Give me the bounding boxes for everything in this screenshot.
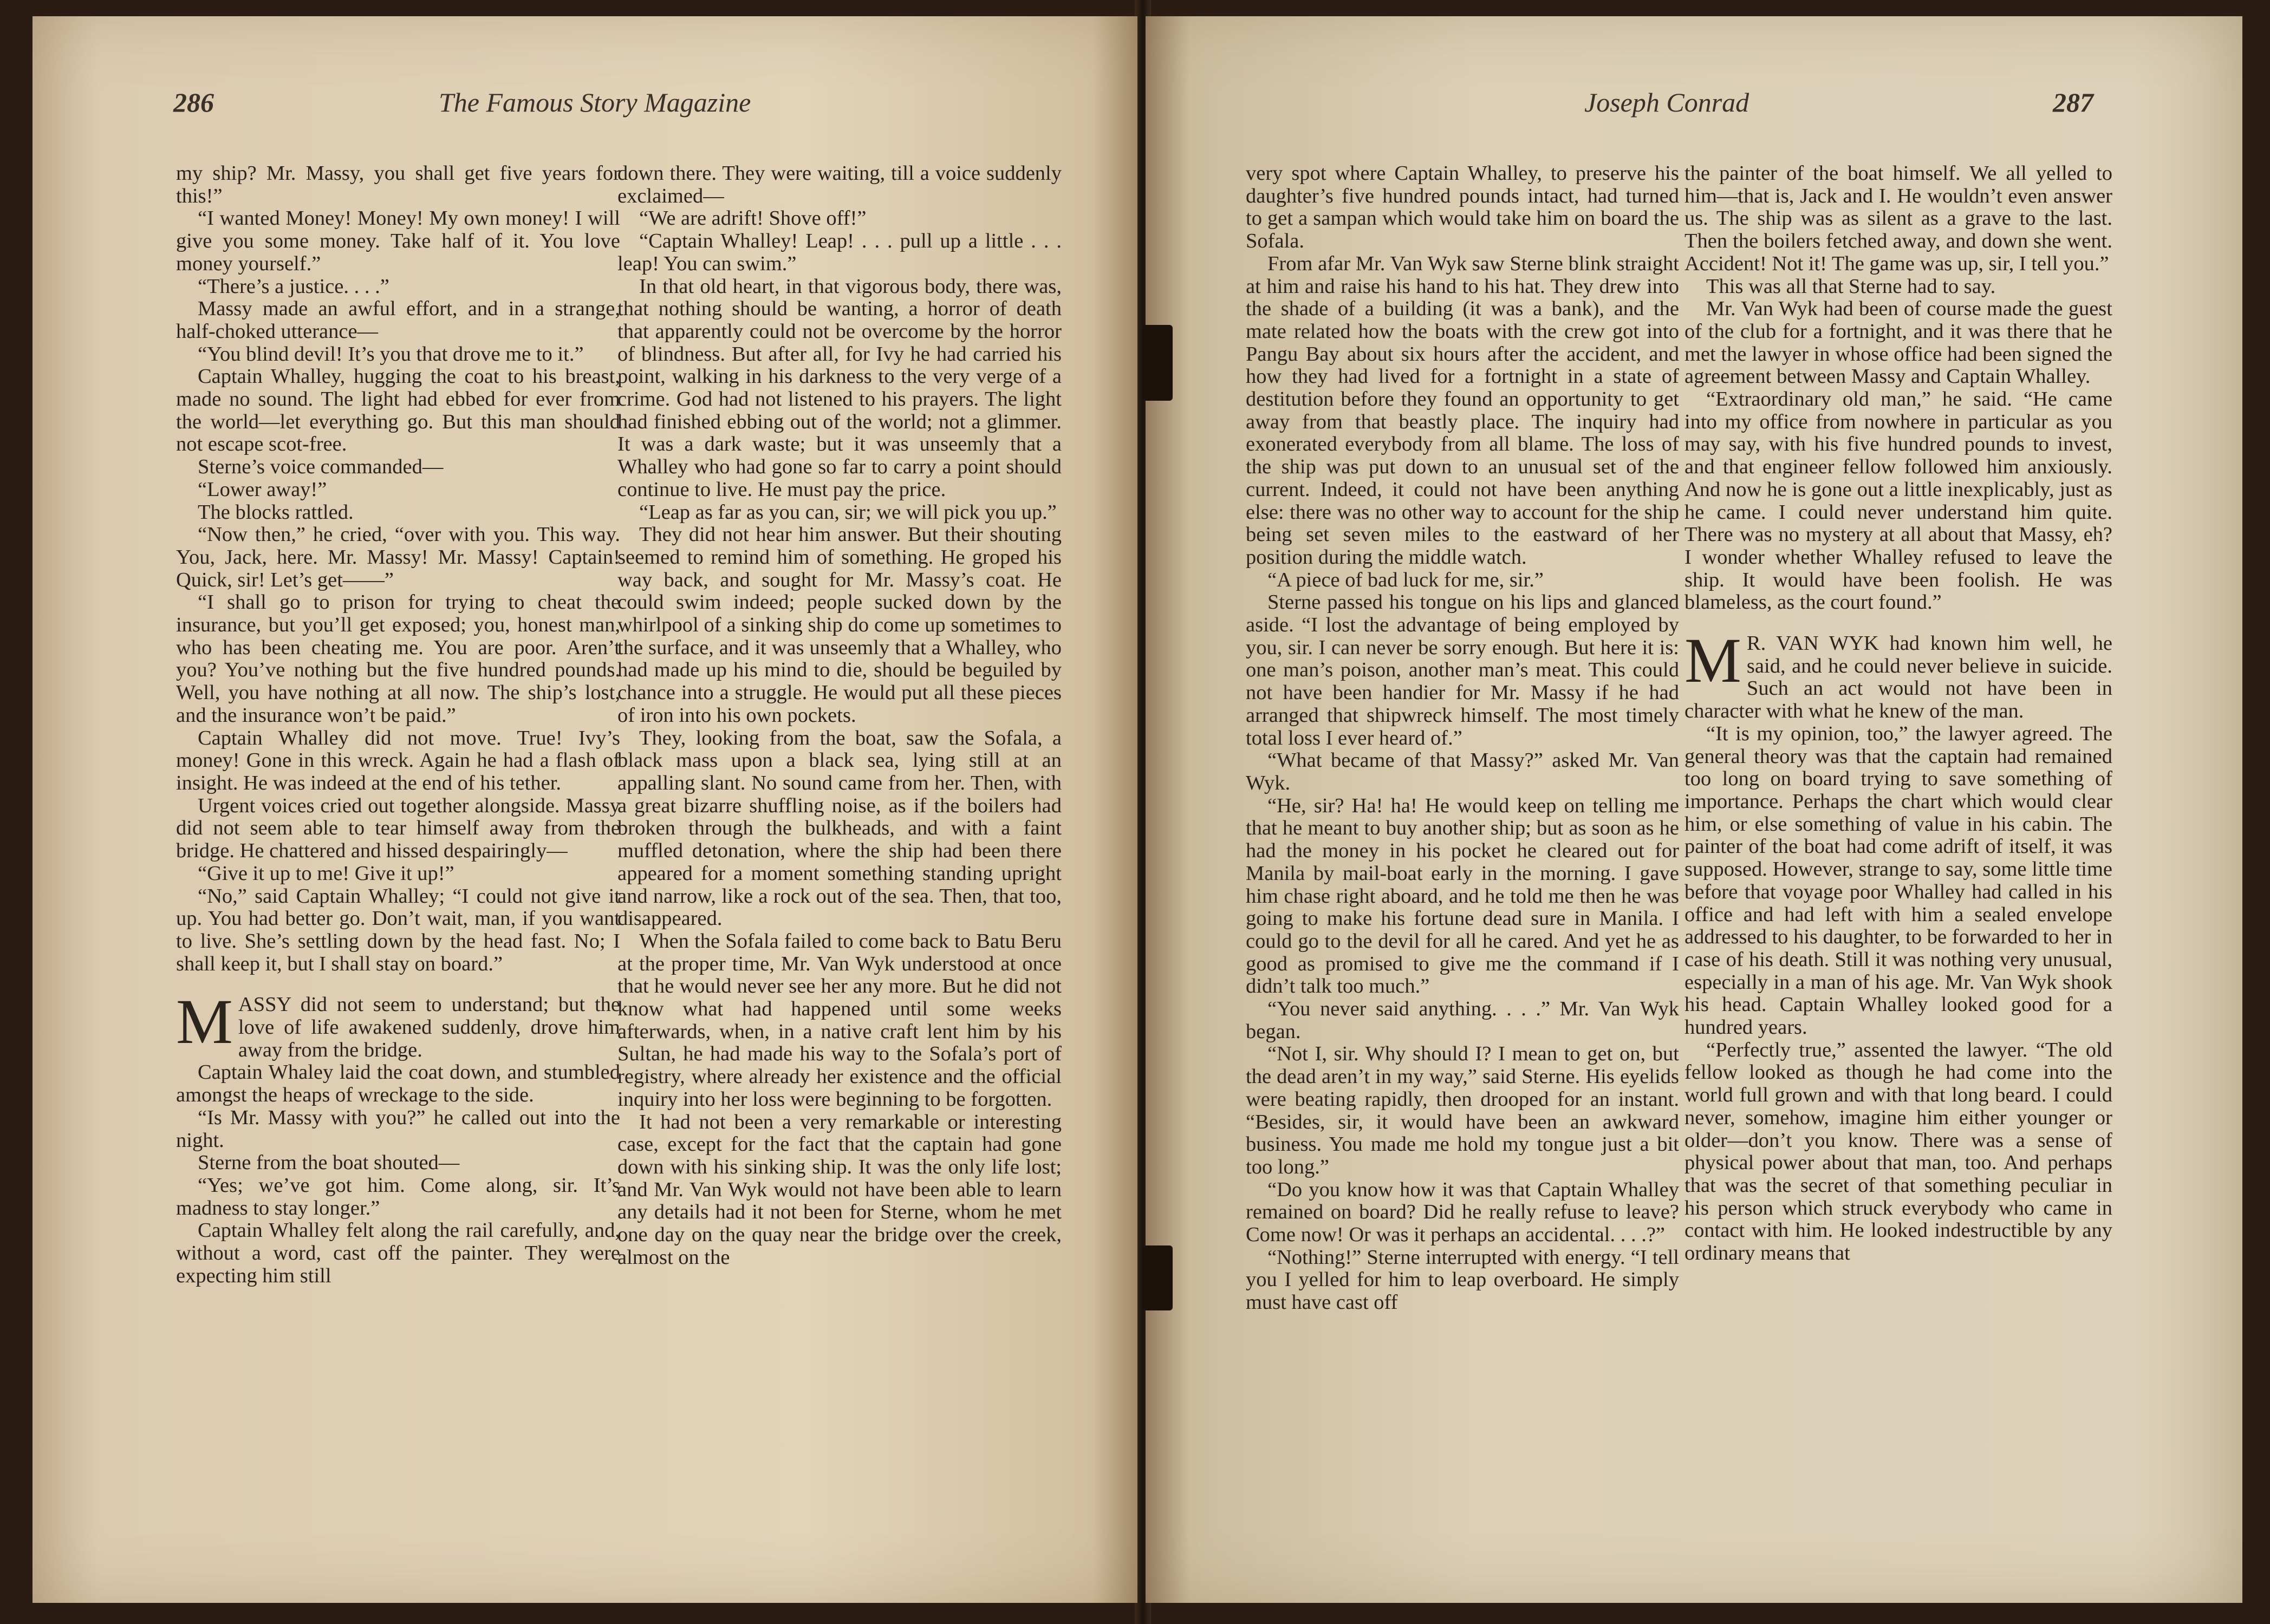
- paragraph: Captain Whalley felt along the rail carefully, and, without a word, cast off the painter. They were expecting him still: [176, 1219, 620, 1287]
- paragraph: From afar Mr. Van Wyk saw Sterne blink straight at him and raise his hand to his hat. They drew into the shade of a building (it was a bank), and the mate related how the boats with the crew got into Pangu Bay about six hours after the accident, and how they had lived for a fortnight in a state of destitution before they found an opportunity to get away from that beastly place. The inquiry had exonerated everybody from all blame. The loss of the ship was put down to an unusual set of the current. Indeed, it could not have been anything else: there was no other way to account for the ship being set seven miles to the eastward of her position during the middle watch.: [1246, 252, 1679, 569]
- paragraph: “Lower away!”: [198, 478, 327, 501]
- paragraph: “Yes; we’ve got him. Come along, sir. It’s madness to stay longer.”: [176, 1173, 620, 1219]
- paragraph: “Captain Whalley! Leap! . . . pull up a little . . . leap! You can swim.”: [617, 230, 1062, 275]
- page-tear: [1143, 325, 1173, 401]
- paragraph: Urgent voices cried out together alongside. Massy did not seem able to tear himself away from the bridge. He chattered and hissed despairingly—: [176, 794, 620, 863]
- paragraph: Sterne passed his tongue on his lips and glanced aside. “I lost the advantage of being employed by you, sir. I can never be sorry enough. But here it is: one man’s poison, another man’s meat. This could not have been handier for Mr. Massy if he had arranged that shipwreck himself. The most timely total loss I ever heard of.”: [1246, 591, 1679, 749]
- left-page-number: 286: [173, 87, 214, 118]
- right-page: [1146, 16, 2242, 1603]
- section-lead-text: ASSY did not seem to understand; but the love of life awakened suddenly, drove him away from the bridge.: [238, 993, 620, 1061]
- paragraph: “He, sir? Ha! ha! He would keep on telling me that he meant to buy another ship; but as soon as he had the money in his pocket he cleared out for Manila by mail-boat early in the morning. I gave him chase right aboard, and he told me then he was going to make his fortune dead sure in Manila. I could go to the devil for all he cared. And yet he as good as promised to give me the command if I didn’t talk too much.”: [1246, 794, 1679, 998]
- paragraph: “Leap as far as you can, sir; we will pick you up.”: [639, 500, 1057, 524]
- paragraph: “Is Mr. Massy with you?” he called out into the night.: [176, 1106, 620, 1152]
- right-page-number: 287: [2053, 87, 2093, 118]
- drop-cap: M: [1684, 625, 1741, 696]
- paragraph: the painter of the boat himself. We all yelled to him—that is, Jack and I. He wouldn’t even answer us. The ship was as silent as a grave to the last. Then the boilers fetched away, and down she went. Accident! Not it! The game was up, sir, I tell you.”: [1684, 162, 2112, 275]
- paragraph: Sterne’s voice commanded—: [198, 455, 444, 479]
- right-column-2: [1684, 162, 2112, 1265]
- page-tear: [1143, 1245, 1173, 1310]
- section-opening: [176, 986, 620, 1061]
- paragraph: “Not I, sir. Why should I? I mean to get on, but the dead aren’t in my way,” said Sterne. His eyelids were beating rapidly, then drooped for an instant. “Besides, sir, it would have been an awkward business. You made me hold my tongue just a bit too long.”: [1246, 1042, 1679, 1178]
- paragraph: my ship? Mr. Massy, you shall get five years for this!”: [176, 162, 620, 207]
- paragraph: down there. They were waiting, till a voice suddenly exclaimed—: [617, 162, 1062, 207]
- left-page: [32, 16, 1137, 1603]
- paragraph: Massy made an awful effort, and in a strange, half-choked utterance—: [176, 297, 620, 343]
- paragraph: Captain Whalley did not move. True! Ivy’s money! Gone in this wreck. Again he had a flash of insight. He was indeed at the end of his tether.: [176, 726, 620, 794]
- paragraph: They did not hear him answer. But their shouting seemed to remind him of something. He groped his way back, and sought for Mr. Massy’s coat. He could swim indeed; people sucked down by the whirlpool of a sinking ship do come up sometimes to the surface, and it was unseemly that a Whalley, who had made up his mind to die, should be beguiled by chance into a struggle. He would put all these pieces of iron into his own pockets.: [617, 523, 1062, 727]
- paragraph: “I shall go to prison for trying to cheat the insurance, but you’ll get exposed; you, honest man, who has been cheating me. You are poor. Aren’t you? You’ve nothing but the five hundred pounds. Well, you have nothing at all now. The ship’s lost, and the insurance won’t be paid.”: [176, 591, 620, 727]
- paragraph: “Nothing!” Sterne interrupted with energy. “I tell you I yelled for him to leap overboard. He simply must have cast off: [1246, 1245, 1679, 1314]
- paragraph: “There’s a justice. . . .”: [198, 275, 389, 298]
- paragraph: Captain Whaley laid the coat down, and stumbled amongst the heaps of wreckage to the side.: [176, 1061, 620, 1107]
- left-running-title: The Famous Story Magazine: [439, 87, 751, 118]
- paragraph: “We are adrift! Shove off!”: [639, 207, 867, 230]
- paragraph: Sterne from the boat shouted—: [198, 1151, 460, 1175]
- right-running-title: Joseph Conrad: [1584, 87, 1749, 118]
- paragraph: Mr. Van Wyk had been of course made the guest of the club for a fortnight, and it was there that he met the lawyer in whose office had been signed the agreement between Massy and Captain Whalley.: [1684, 297, 2112, 388]
- paragraph: “You never said anything. . . .” Mr. Van Wyk began.: [1246, 997, 1679, 1043]
- paragraph: They, looking from the boat, saw the Sofala, a black mass upon a black sea, lying still at an appalling slant. No sound came from her. Then, with a great bizarre shuffling noise, as if the boilers had broken through the bulkheads, and with a faint muffled detonation, where the ship had been there appeared for a moment something standing upright and narrow, like a rock out of the sea. Then, that too, disappeared.: [617, 726, 1062, 930]
- paragraph: “Now then,” he cried, “over with you. This way. You, Jack, here. Mr. Massy! Mr. Massy! Captain! Quick, sir! Let’s get——”: [176, 523, 620, 591]
- section-opening: [1684, 625, 2112, 723]
- paragraph: “What became of that Massy?” asked Mr. Van Wyk.: [1246, 749, 1679, 794]
- right-column-1: [1246, 162, 1679, 1314]
- paragraph: “Perfectly true,” assented the lawyer. “The old fellow looked as though he had come into the world full grown and with that long beard. I could never, somehow, imagine him either younger or older—don’t you know. There was a sense of physical power about that man, too. And perhaps that was the secret of that something peculiar in his person which struck everybody who came in contact with him. He looked indestructible by any ordinary means that: [1684, 1038, 2112, 1265]
- paragraph: This was all that Sterne had to say.: [1706, 275, 1996, 298]
- paragraph: “I wanted Money! Money! My own money! I will give you some money. Take half of it. You love money yourself.”: [176, 207, 620, 275]
- paragraph: The blocks rattled.: [198, 500, 354, 524]
- paragraph: “Give it up to me! Give it up!”: [198, 862, 454, 885]
- paragraph: When the Sofala failed to come back to Batu Beru at the proper time, Mr. Van Wyk understood at once that he would never see her any more. But he did not know what had happened until some weeks afterwards, when, in a native craft lent him by his Sultan, he had made his way to the Sofala’s port of registry, where already her existence and the official inquiry into her loss were beginning to be forgotten.: [617, 929, 1062, 1111]
- paragraph: “Do you know how it was that Captain Whalley remained on board? Did he really refuse to leave? Come now! Or was it perhaps an accidental. . . .?”: [1246, 1178, 1679, 1247]
- paragraph: In that old heart, in that vigorous body, there was, that nothing should be wanting, a horror of death that apparently could not be overcome by the horror of blindness. But after all, for Ivy he had carried his point, walking in his darkness to the very verge of a crime. God had not listened to his prayers. The light had finished ebbing out of the world; not a glimmer. It was a dark waste; but it was unseemly that a Whalley who had gone so far to carry a point should continue to live. He must pay the price.: [617, 275, 1062, 501]
- left-column-2: [617, 162, 1062, 1269]
- paragraph: “A piece of bad luck for me, sir.”: [1267, 568, 1544, 591]
- section-lead-text: R. VAN WYK had known him well, he said, and he could never believe in suicide. Such an act would not have been in character with what he knew of the man.: [1684, 632, 2112, 723]
- paragraph: “You blind devil! It’s you that drove me to it.”: [198, 342, 584, 366]
- drop-cap: M: [176, 986, 233, 1058]
- paragraph: Captain Whalley, hugging the coat to his breast, made no sound. The light had ebbed for ever from the world—let everything go. But this man should not escape scot-free.: [176, 365, 620, 456]
- paragraph: “It is my opinion, too,” the lawyer agreed. The general theory was that the captain had remained too long on board trying to save something of importance. Perhaps the chart which would clear him, or else something of value in his cabin. The painter of the boat had come adrift of itself, it was supposed. However, strange to say, some little time before that voyage poor Whalley had called in his office and had left with him a sealed envelope addressed to his daughter, to be forwarded to her in case of his death. Still it was nothing very unusual, especially in a man of his age. Mr. Van Wyk shook his head. Captain Whalley looked good for a hundred years.: [1684, 722, 2112, 1039]
- left-column-1: [176, 162, 620, 1287]
- paragraph: “Extraordinary old man,” he said. “He came into my office from nowhere in particular as you may say, with his five hundred pounds to invest, and that engineer fellow followed him anxiously. And now he is gone out a little inexplicably, just as he came. I could never understand him quite. There was no mystery at all about that Massy, eh? I wonder whether Whalley refused to leave the ship. It would have been foolish. He was blameless, as the court found.”: [1684, 388, 2112, 614]
- paragraph: It had not been a very remarkable or interesting case, except for the fact that the captain had gone down with his sinking ship. It was the only life lost; and Mr. Van Wyk would not have been able to learn any details had it not been for Sterne, whom he met one day on the quay near the bridge over the creek, almost on the: [617, 1110, 1062, 1269]
- paragraph: very spot where Captain Whalley, to preserve his daughter’s five hundred pounds intact, had turned to get a sampan which would take him on board the Sofala.: [1246, 162, 1679, 253]
- paragraph: “No,” said Captain Whalley; “I could not give it up. You had better go. Don’t wait, man, if you want to live. She’s settling down by the head fast. No; I shall keep it, but I shall stay on board.”: [176, 884, 620, 975]
